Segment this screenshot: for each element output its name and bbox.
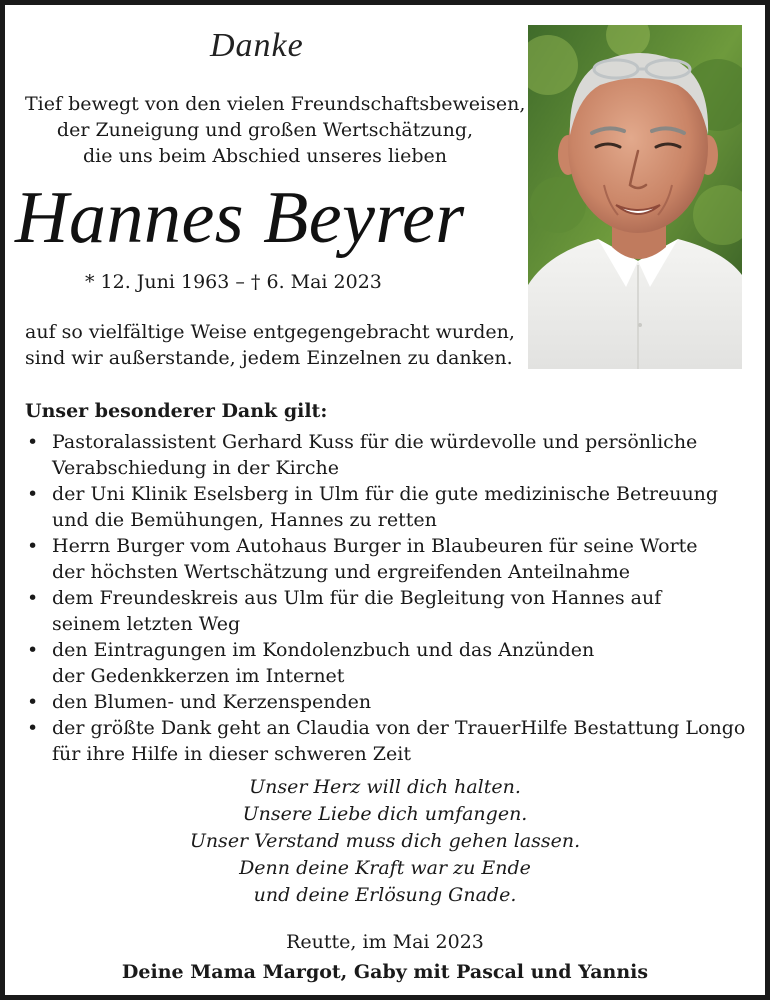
list-item — [25, 637, 745, 689]
list-item-line: der Gedenkkerzen im Internet — [52, 665, 345, 687]
list-item — [25, 585, 745, 637]
list-item-line: • dem Freundeskreis aus Ulm für die Begleitung von Hannes auf — [52, 587, 662, 609]
list-item-line: • der Uni Klinik Eselsberg in Ulm für die gute medizinische Betreuung — [52, 483, 719, 505]
poem-line: Unser Herz will dich halten. — [249, 776, 521, 798]
portrait-photo — [528, 25, 742, 369]
intro-text — [25, 91, 526, 169]
list-item — [25, 481, 745, 533]
list-item-line: • Pastoralassistent Gerhard Kuss für die würdevolle und persönliche — [52, 431, 698, 453]
poem-line: Denn deine Kraft war zu Ende — [239, 857, 531, 879]
list-item — [25, 689, 745, 715]
poem-line: Unsere Liebe dich umfangen. — [242, 803, 528, 825]
after-line: sind wir außerstande, jedem Einzelnen zu danken. — [25, 347, 513, 369]
list-item — [25, 715, 745, 767]
list-item — [25, 429, 745, 481]
thanks-list — [25, 429, 745, 767]
thanks-heading: Unser besonderer Dank gilt: — [25, 400, 328, 422]
deceased-name: Hannes Beyrer — [15, 177, 465, 259]
poem-line: und deine Erlösung Gnade. — [253, 884, 517, 906]
intro-line: der Zuneigung und großen Wertschätzung, — [56, 119, 474, 141]
place-date: Reutte, im Mai 2023 — [286, 931, 484, 953]
danke-heading: Danke — [210, 27, 304, 64]
after-text — [25, 319, 515, 371]
poem-line: Unser Verstand muss dich gehen lassen. — [189, 830, 581, 852]
list-item-line: • den Eintragungen im Kondolenzbuch und das Anzünden — [52, 639, 595, 661]
list-item-line: • den Blumen- und Kerzenspenden — [52, 691, 372, 713]
intro-line: die uns beim Abschied unseres lieben — [83, 145, 447, 167]
list-item-line: für ihre Hilfe in dieser schweren Zeit — [52, 743, 411, 765]
life-dates: * 12. Juni 1963 – † 6. Mai 2023 — [85, 271, 382, 293]
list-item-line: • der größte Dank geht an Claudia von der TrauerHilfe Bestattung Longo — [52, 717, 746, 739]
list-item-line: seinem letzten Weg — [52, 613, 241, 635]
list-item-line: und die Bemühungen, Hannes zu retten — [52, 509, 437, 531]
memorial-poem — [5, 774, 765, 909]
intro-line: Tief bewegt von den vielen Freundschaftsbeweisen, — [25, 93, 526, 115]
list-item-line: • Herrn Burger vom Autohaus Burger in Blaubeuren für seine Worte — [52, 535, 698, 557]
list-item — [25, 533, 745, 585]
after-line: auf so vielfältige Weise entgegengebracht wurden, — [25, 321, 515, 343]
list-item-line: der höchsten Wertschätzung und ergreifenden Anteilnahme — [52, 561, 631, 583]
list-item-line: Verabschiedung in der Kirche — [52, 457, 339, 479]
signers: Deine Mama Margot, Gaby mit Pascal und Yannis — [121, 961, 649, 983]
